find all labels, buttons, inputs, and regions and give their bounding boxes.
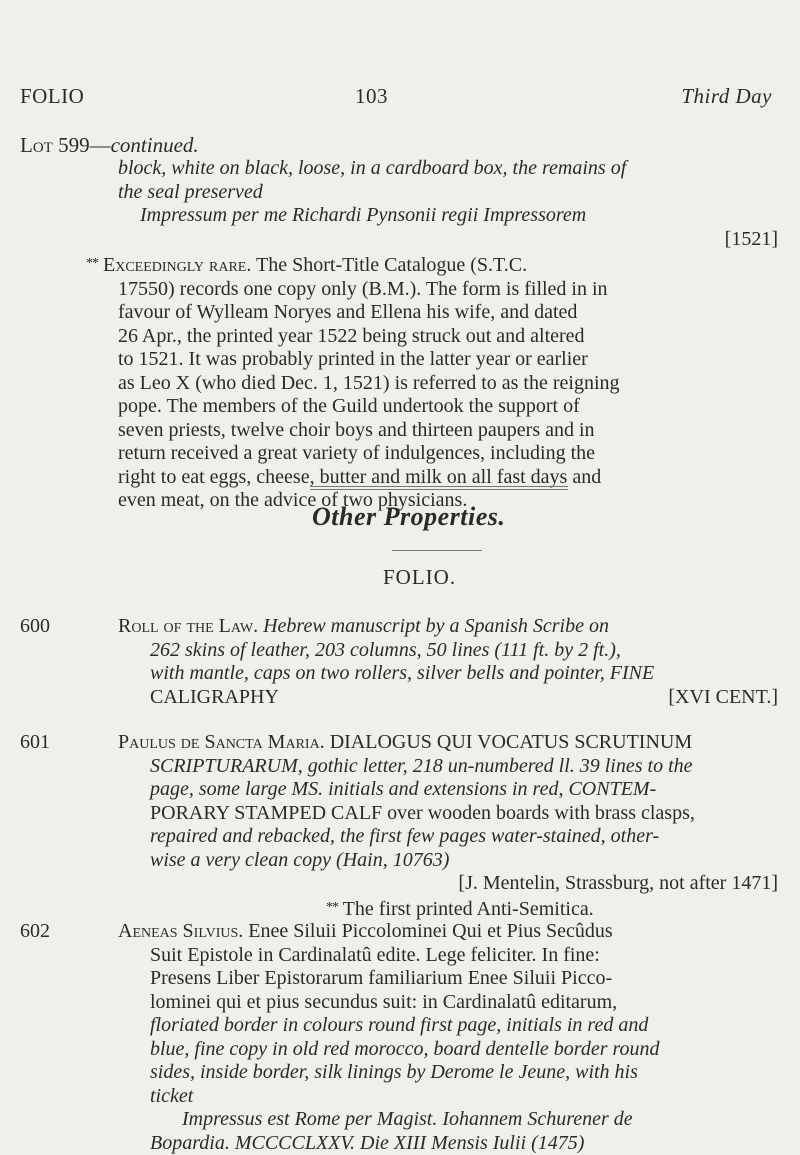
lot-601-imprint: [J. Mentelin, Strassburg, not after 1471] (118, 872, 778, 896)
lot-600-body (118, 615, 778, 709)
lot-602-line: lominei qui et pius secundus suit: in Cardinalatû editarum, (118, 991, 778, 1015)
lot-number: 599— (53, 133, 111, 157)
divider-rule (310, 486, 568, 487)
lot-602-line: Presens Liber Epistorarum familiarium Enee Siluii Picco- (118, 967, 778, 991)
lot-599-line: 17550) records one copy only (B.M.). The form is filled in in (118, 278, 778, 302)
lot-599-line: as Leo X (who died Dec. 1, 1521) is referred to as the reigning (118, 372, 778, 396)
divider-rule-short (392, 550, 482, 551)
lot-602-line: floriated border in colours round first page, initials in red and (118, 1014, 778, 1038)
asterism-icon: ** (326, 900, 338, 915)
lot-599-line: to 1521. It was probably printed in the latter year or earlier (118, 348, 778, 372)
lot-602-line: blue, fine copy in old red morocco, board dentelle border round (118, 1038, 778, 1062)
lot-599-date: [1521] (118, 228, 778, 252)
lot-601-line: page, some large MS. initials and extensions in red, CONTEM- (118, 778, 778, 802)
section-title: Other Properties. (312, 502, 505, 532)
lot-602-imprint: Bopardia. MCCCCLXXV. Die XIII Mensis Iulii (1475) (118, 1132, 778, 1155)
lot-601-line: SCRIPTURARUM, gothic letter, 218 un-numbered ll. 39 lines to the (118, 755, 778, 779)
divider-rule (310, 489, 568, 490)
lot-599-body (118, 157, 778, 251)
lot-599-line: block, white on black, loose, in a cardboard box, the remains of (118, 157, 778, 181)
lot-602-body (118, 920, 778, 1155)
lot-600-date: [XVI CENT.] (668, 686, 778, 710)
lot-599-line: seven priests, twelve choir boys and thirteen paupers and in (118, 419, 778, 443)
lot-599-line: ** Exceedingly rare. The Short-Title Catalogue (S.T.C. (86, 252, 778, 278)
lot-label: Lot (20, 133, 53, 157)
lot-601-line: PORARY STAMPED CALF over wooden boards with brass clasps, (118, 802, 778, 826)
lot-601-line: repaired and rebacked, the first few pages water-stained, other- (118, 825, 778, 849)
lot-600-line: 262 skins of leather, 203 columns, 50 lines (111 ft. by 2 ft.), (118, 639, 778, 663)
lot-602-line: sides, inside border, silk linings by Derome le Jeune, with his (118, 1061, 778, 1085)
page-number: 103 (355, 84, 388, 109)
lot-599-heading (20, 133, 199, 158)
asterism-icon: ** (86, 256, 98, 271)
lot-599-line: right to eat eggs, cheese, butter and milk on all fast days and (118, 466, 778, 490)
lot-599-line: return received a great variety of indulgences, including the (118, 442, 778, 466)
lot-601-note: ** The first printed Anti-Semitica. (118, 896, 778, 922)
lot-601-number: 601 (20, 731, 50, 754)
lot-601-body (118, 731, 778, 921)
lot-602-line: Suit Epistole in Cardinalatû edite. Lege feliciter. In fine: (118, 944, 778, 968)
lot-602-line: ticket (118, 1085, 778, 1109)
lot-601-line: Paulus de Sancta Maria. DIALOGUS QUI VOCATUS SCRUTINUM (118, 731, 778, 755)
header-folio: FOLIO (20, 84, 84, 109)
lot-600-line: CALIGRAPHY [XVI CENT.] (118, 686, 778, 710)
lot-601-line: wise a very clean copy (Hain, 10763) (118, 849, 778, 873)
lot-599-line: even meat, on the advice of two physicians. (118, 489, 778, 513)
lot-599-line: pope. The members of the Guild undertook the support of (118, 395, 778, 419)
header-day: Third Day (681, 84, 772, 109)
lot-599-line: the seal preserved (118, 181, 778, 205)
lot-600-line: with mantle, caps on two rollers, silver bells and pointer, FINE (118, 662, 778, 686)
lot-602-number: 602 (20, 920, 50, 943)
lot-599-note (86, 252, 778, 513)
lot-599-line: 26 Apr., the printed year 1522 being struck out and altered (118, 325, 778, 349)
lot-599-line: favour of Wylleam Noryes and Ellena his wife, and dated (118, 301, 778, 325)
lot-602-imprint: Impressus est Rome per Magist. Iohannem Schurener de (118, 1108, 778, 1132)
lot-600-line: Roll of the Law. Hebrew manuscript by a Spanish Scribe on (118, 615, 778, 639)
lot-602-line: Aeneas Silvius. Enee Siluii Piccolominei Qui et Pius Secûdus (118, 920, 778, 944)
lot-599-imprint: Impressum per me Richardi Pynsonii regii Impressorem (118, 204, 778, 228)
section-subtitle: FOLIO. (383, 565, 456, 590)
lot-600-number: 600 (20, 615, 50, 638)
continued-label: continued. (111, 133, 199, 157)
